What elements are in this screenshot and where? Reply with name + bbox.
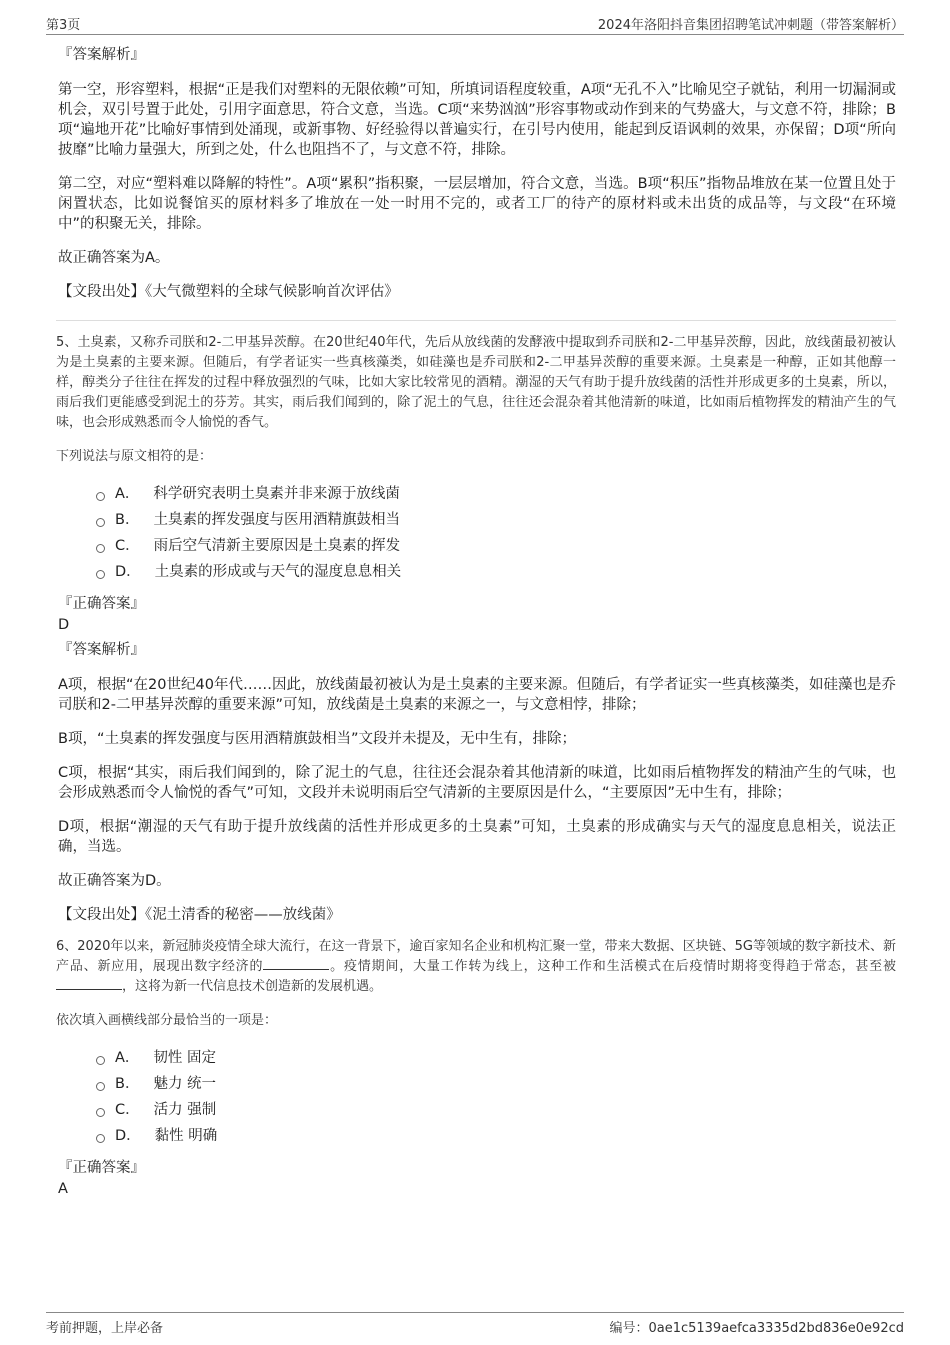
q5-answer: D xyxy=(58,617,70,633)
q6-prompt: 依次填入画横线部分最恰当的一项是： xyxy=(56,1013,278,1028)
q4-analysis-paragraph: 第二空，对应“塑料难以降解的特性”。A项“累积”指积聚，一层层增加，符合文意，当选。B项“积压”指物品堆放在某一位置且处于闲置状态，比如说餐馆买的原材料多了堆放在一处一时用不完的，或者工厂的待产的原材料或未出货的成品等，与文段“在环境中”的积聚无关，排除。 xyxy=(58,176,896,232)
q5-source: 【文段出处】《泥土清香的秘密——放线菌》 xyxy=(58,907,341,923)
option-text: 雨后空气清新主要原因是土臭素的挥发 xyxy=(153,538,401,554)
option-text: 土臭素的形成或与天气的湿度息息相关 xyxy=(154,564,402,580)
page-number: 第3页 xyxy=(46,18,81,33)
q5-option-c[interactable] xyxy=(96,533,896,559)
option-text: 土臭素的挥发强度与医用酒精旗鼓相当 xyxy=(153,512,400,528)
q6-option-a[interactable] xyxy=(96,1045,896,1071)
q6-option-d[interactable] xyxy=(96,1123,896,1149)
q4-source: 【文段出处】《大气微塑料的全球气候影响首次评估》 xyxy=(58,284,399,300)
q6-stem-part: ，这将为新一代信息技术创造新的发展机遇。 xyxy=(122,979,383,994)
q5-analysis-b: B项，“土臭素的挥发强度与医用酒精旗鼓相当”文段并未提及，无中生有，排除； xyxy=(58,731,576,747)
radio-icon[interactable] xyxy=(96,1056,105,1065)
q4-analysis-paragraph: 第一空，形容塑料，根据“正是我们对塑料的无限依赖”可知，所填词语程度较重，A项“无孔不入”比喻见空子就钻，利用一切漏洞或机会，双引号置于此处，引用字面意思，符合文意，当选。C项“来势汹汹”形容事物或动作到来的气势盛大，与文意不符，排除；B项“遍地开花”比喻好事情到处涌现，或新事物、好经验得以普遍实行，在引号内使用，能起到反语讽刺的效果，亦保留；D项“所向披靡”比喻力量强大，所到之处，什么也阻挡不了，与文意不符，排除。 xyxy=(58,82,896,158)
option-text: 魅力 统一 xyxy=(153,1076,217,1092)
radio-icon[interactable] xyxy=(96,1134,105,1143)
page-header xyxy=(46,14,904,35)
q4-conclusion: 故正确答案为A。 xyxy=(58,250,170,266)
q6-options xyxy=(96,1045,896,1149)
q4-analysis-label: 『答案解析』 xyxy=(58,47,145,63)
radio-icon[interactable] xyxy=(96,1108,105,1117)
option-letter: A． xyxy=(115,486,140,502)
option-letter: D． xyxy=(115,1128,141,1144)
q6-answer-label: 『正确答案』 xyxy=(58,1160,145,1176)
q5-analysis-c: C项，根据“其实，雨后我们闻到的，除了泥土的气息，往往还会混杂着其他清新的味道，比如雨后植物挥发的精油产生的气味，也会形成熟悉而令人愉悦的香气”可知，文段并未说明雨后空气清新的主要原因是什么，“主要原因”无中生有，排除； xyxy=(58,765,896,801)
radio-icon[interactable] xyxy=(96,544,105,553)
question-divider xyxy=(56,320,896,321)
q6-stem-part: 。疫情期间，大量工作转为线上，这种工作和生活模式在后疫情时期将变得趋于常态，甚至被 xyxy=(329,959,896,974)
option-text: 科学研究表明土臭素并非来源于放线菌 xyxy=(153,486,400,502)
q5-analysis-a: A项，根据“在20世纪40年代……因此，放线菌最初被认为是土臭素的主要来源。但随后，有学者证实一些真核藻类，如硅藻也是乔司朕和2-二甲基异茨醇的重要来源”可知，放线菌是土臭素的来源之一，与文意相悖，排除； xyxy=(58,677,896,713)
q5-options xyxy=(96,481,896,585)
q6-option-b[interactable] xyxy=(96,1071,896,1097)
footer-slogan: 考前押题，上岸必备 xyxy=(46,1321,164,1336)
q5-option-b[interactable] xyxy=(96,507,896,533)
q5-answer-label: 『正确答案』 xyxy=(58,596,145,612)
option-letter: A． xyxy=(115,1050,140,1066)
document-id: 编号：0ae1c5139aefca3335d2bd836e0e92cd xyxy=(609,1321,904,1336)
q6-answer: A xyxy=(58,1181,68,1197)
q5-analysis-d: D项，根据“潮湿的天气有助于提升放线菌的活性并形成更多的土臭素”可知，土臭素的形成确实与天气的湿度息息相关，说法正确，当选。 xyxy=(58,819,896,855)
option-letter: D． xyxy=(115,564,141,580)
q6-stem-part: 6、2020年以来，新冠肺炎疫情全球大流行，在这一背景下，逾百家知名企业和机构汇聚一堂，带来大数据、区块链、5G等领域的数字新技术、新产品、新应用，展现出数字经济的 xyxy=(56,939,896,974)
radio-icon[interactable] xyxy=(96,570,105,579)
page-content xyxy=(56,44,896,1203)
fill-blank xyxy=(56,977,122,990)
q5-analysis-label: 『答案解析』 xyxy=(58,642,145,658)
document-title: 2024年洛阳抖音集团招聘笔试冲刺题（带答案解析） xyxy=(597,18,904,33)
radio-icon[interactable] xyxy=(96,492,105,501)
q5-prompt: 下列说法与原文相符的是： xyxy=(56,449,213,464)
option-text: 活力 强制 xyxy=(153,1102,217,1118)
radio-icon[interactable] xyxy=(96,518,105,527)
q6-stem xyxy=(56,937,896,997)
q5-stem: 5、土臭素，又称乔司朕和2-二甲基异茨醇。在20世纪40年代，先后从放线菌的发酵液中提取到乔司朕和2-二甲基异茨醇，因此，放线菌最初被认为是土臭素的主要来源。但随后，有学者证实一些真核藻类，如硅藻也是乔司朕和2-二甲基异茨醇的重要来源。土臭素是一种醇，正如其他醇一样，醇类分子往往在挥发的过程中释放强烈的气味，比如大家比较常见的酒精。潮湿的天气有助于提升放线菌的活性并形成更多的土臭素，所以，雨后我们更能感受到泥土的芬芳。其实，雨后我们闻到的，除了泥土的气息，往往还会混杂着其他清新的味道，比如雨后植物挥发的精油产生的气味，也会形成熟悉而令人愉悦的香气。 xyxy=(56,335,896,430)
q5-option-d[interactable] xyxy=(96,559,896,585)
option-text: 黏性 明确 xyxy=(154,1128,218,1144)
page-footer xyxy=(46,1312,904,1335)
radio-icon[interactable] xyxy=(96,1082,105,1091)
q5-option-a[interactable] xyxy=(96,481,896,507)
option-text: 韧性 固定 xyxy=(153,1050,217,1066)
option-letter: C． xyxy=(115,1102,140,1118)
q5-conclusion: 故正确答案为D。 xyxy=(58,873,171,889)
fill-blank xyxy=(263,957,329,970)
q6-option-c[interactable] xyxy=(96,1097,896,1123)
option-letter: B． xyxy=(115,1076,140,1092)
option-letter: C． xyxy=(115,538,140,554)
option-letter: B． xyxy=(115,512,140,528)
